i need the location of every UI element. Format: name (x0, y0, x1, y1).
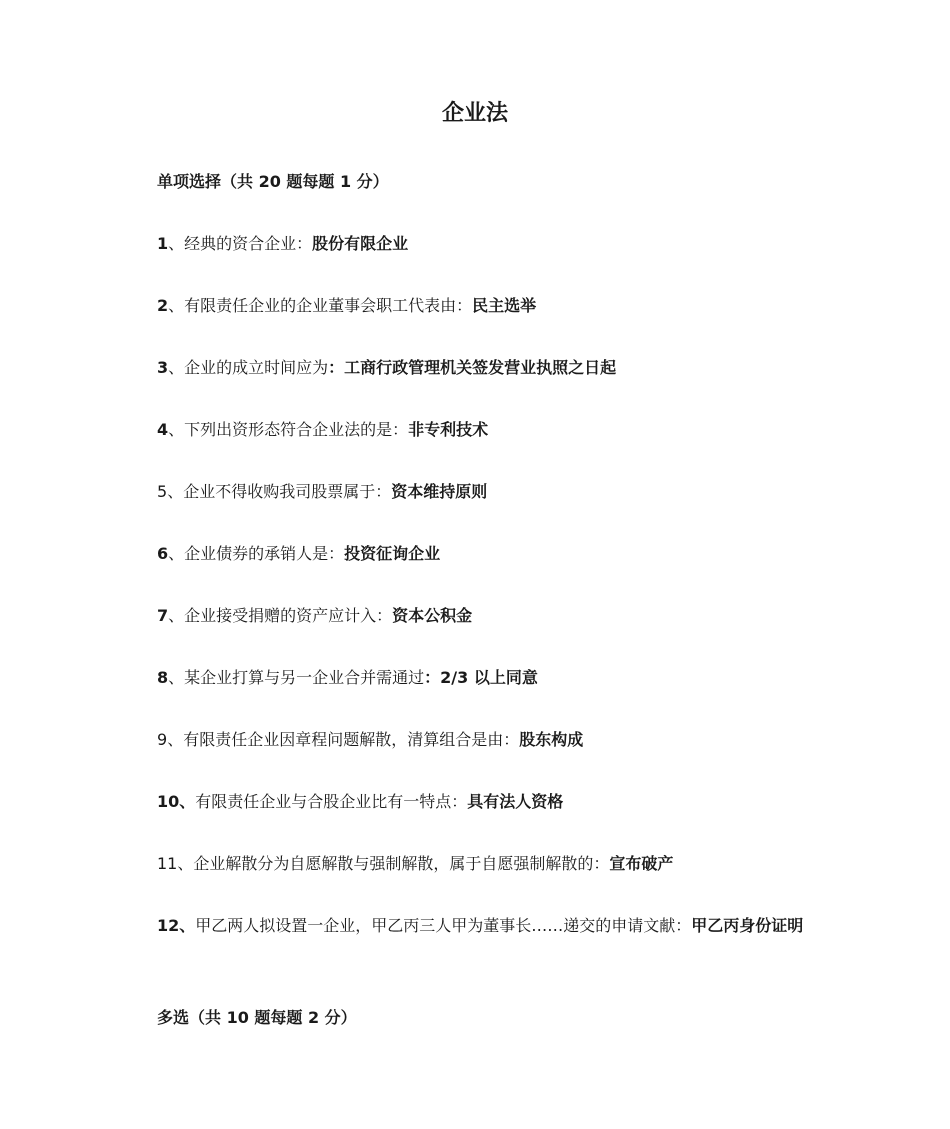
item-answer: 民主选举 (472, 296, 537, 315)
item-number: 8 (157, 668, 169, 687)
item-number: 12 (157, 916, 180, 935)
item-number: 7 (157, 606, 169, 625)
list-item (157, 418, 488, 442)
item-question: 企业不得收购我司股票属于： (183, 482, 392, 501)
item-number: 9 (157, 730, 168, 749)
list-item (157, 790, 563, 814)
item-separator: 、 (167, 730, 184, 749)
item-question: 甲乙两人拟设置一企业，甲乙丙三人甲为董事长……递交的申请文献： (195, 916, 692, 935)
item-question: 某企业打算与另一企业合并需通过 (184, 668, 425, 687)
item-separator: 、 (168, 234, 185, 253)
list-item (157, 232, 408, 256)
item-number: 5 (157, 482, 168, 501)
item-question: 企业的成立时间应为 (184, 358, 329, 377)
item-separator: 、 (168, 668, 185, 687)
item-answer: 具有法人资格 (467, 792, 564, 811)
item-separator: 、 (168, 358, 185, 377)
item-answer: 非专利技术 (408, 420, 489, 439)
item-number: 10 (157, 792, 180, 811)
item-separator: 、 (168, 420, 185, 439)
list-item (157, 356, 616, 380)
item-number: 1 (157, 234, 169, 253)
item-question: 有限责任企业与合股企业比有一特点： (195, 792, 468, 811)
list-item (157, 666, 538, 690)
item-separator: 、 (168, 296, 185, 315)
item-question: 企业债券的承销人是： (184, 544, 345, 563)
item-number: 11 (157, 854, 178, 873)
item-question: 下列出资形态符合企业法的是： (184, 420, 409, 439)
item-answer: 资本公积金 (392, 606, 473, 625)
list-item (157, 480, 487, 504)
list-item (157, 728, 583, 752)
item-separator: 、 (179, 916, 196, 935)
item-separator: 、 (179, 792, 196, 811)
item-answer: 宣布破产 (609, 854, 674, 873)
section-heading-single-choice: 单项选择（共 20 题每题 1 分） (157, 172, 389, 191)
item-question: 有限责任企业的企业董事会职工代表由： (184, 296, 473, 315)
list-item (157, 542, 440, 566)
item-answer: 甲乙丙身份证明 (691, 916, 804, 935)
item-number: 6 (157, 544, 169, 563)
item-answer: 股份有限企业 (312, 234, 409, 253)
item-separator: 、 (177, 854, 194, 873)
item-question: 经典的资合企业： (184, 234, 313, 253)
item-separator: 、 (168, 544, 185, 563)
item-question: 有限责任企业因章程问题解散，清算组合是由： (183, 730, 520, 749)
list-item (157, 294, 536, 318)
list-item (157, 852, 673, 876)
item-separator: 、 (167, 482, 184, 501)
item-answer: 投资征询企业 (344, 544, 441, 563)
item-answer: ：2/3 以上同意 (424, 668, 538, 687)
section-heading-multi-choice: 多选（共 10 题每题 2 分） (157, 1008, 357, 1027)
item-separator: 、 (168, 606, 185, 625)
item-number: 2 (157, 296, 169, 315)
list-item (157, 604, 472, 628)
item-answer: 股东构成 (519, 730, 584, 749)
item-number: 4 (157, 420, 169, 439)
page-title: 企业法 (441, 101, 508, 126)
item-question: 企业接受捐赠的资产应计入： (184, 606, 393, 625)
item-number: 3 (157, 358, 169, 377)
item-question: 企业解散分为自愿解散与强制解散，属于自愿强制解散的： (193, 854, 610, 873)
item-answer: 资本维持原则 (391, 482, 488, 501)
item-answer: ：工商行政管理机关签发营业执照之日起 (328, 358, 617, 377)
list-item (120, 911, 835, 941)
